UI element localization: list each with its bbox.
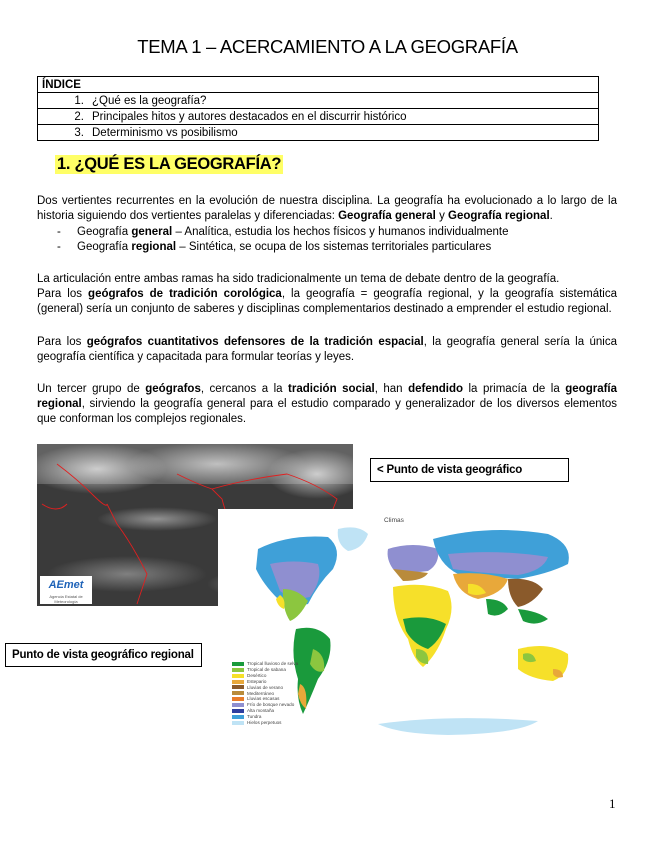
index-item: ¿Qué es la geografía? [90,93,599,109]
aemet-logo: AEmet Agencia Estatal de Meteorología [40,576,92,604]
index-row: 2. Principales hitos y autores destacados en el discurrir histórico [38,109,599,125]
page-number: 1 [609,796,616,811]
legend-item: Tropical lluvioso de selva [232,661,298,667]
index-row: 1. ¿Qué es la geografía? [38,93,599,109]
climate-legend [232,661,298,726]
paragraph-cuantitativos: Para los geógrafos cuantitativos defensores de la tradición espacial, la geografía general sería la única geografía científica y capacitada para formular teorías y leyes. [37,336,617,363]
legend-item: Lluvias escasas [232,696,298,702]
branches-list [37,225,509,255]
legend-item: Tropical de sabana [232,667,298,673]
paragraph-articulacion: La articulación entre ambas ramas ha sido tradicionalmente un tema de debate dentro de la geografía. [37,273,560,285]
legend-item: Desértico [232,673,298,679]
page-title: TEMA 1 – ACERCAMIENTO A LA GEOGRAFÍA [137,36,518,57]
climate-map-title: Climas [384,517,404,524]
list-item: - Geografía regional – Sintética, se ocupa de los sistemas territoriales particulares [57,241,492,253]
section-heading: 1. ¿QUÉ ES LA GEOGRAFÍA? [57,155,282,173]
regional-view-label: Punto de vista geográfico regional [5,643,202,667]
index-header: ÍNDICE [38,77,599,93]
geo-view-label: < Punto de vista geográfico [370,458,569,482]
index-item: Determinismo vs posibilismo [90,125,599,141]
paragraph-vertientes: Dos vertientes recurrentes en la evolución de nuestra disciplina. La geografía ha evolucionado a lo largo de la historia siguiendo dos vertientes paralelas y diferenciadas: Geografía general y Geografía regional. [37,195,617,222]
paragraph-corologica: Para los geógrafos de tradición corológica, la geografía = geografía regional, y la geografía sistemática (general) sería un conjunto de saberes y disciplinas complementarios destinado a emprender el estudio regional. [37,288,618,315]
index-item: Principales hitos y autores destacados en el discurrir histórico [90,109,599,125]
index-row: 3. Determinismo vs posibilismo [38,125,599,141]
legend-item: Tundra [232,714,298,720]
legend-item: Frío de bosque nevado [232,702,298,708]
legend-item: Mediterráneo [232,691,298,697]
index-table [37,76,599,141]
list-item: - Geografía general – Analítica, estudia los hechos físicos y humanos individualmente [57,226,509,238]
legend-item: Lluvias de verano [232,685,298,691]
legend-item: Estepario [232,679,298,685]
legend-item: Hielos perpetuos [232,720,298,726]
paragraph-tercer-grupo: Un tercer grupo de geógrafos, cercanos a la tradición social, han defendido la primacía de la geografía regional, sirviendo la geografía general para el estudio comparado y generalizador de los diversos elementos que conforman los complejos regionales. [37,383,618,425]
legend-item: Alta montaña [232,708,298,714]
